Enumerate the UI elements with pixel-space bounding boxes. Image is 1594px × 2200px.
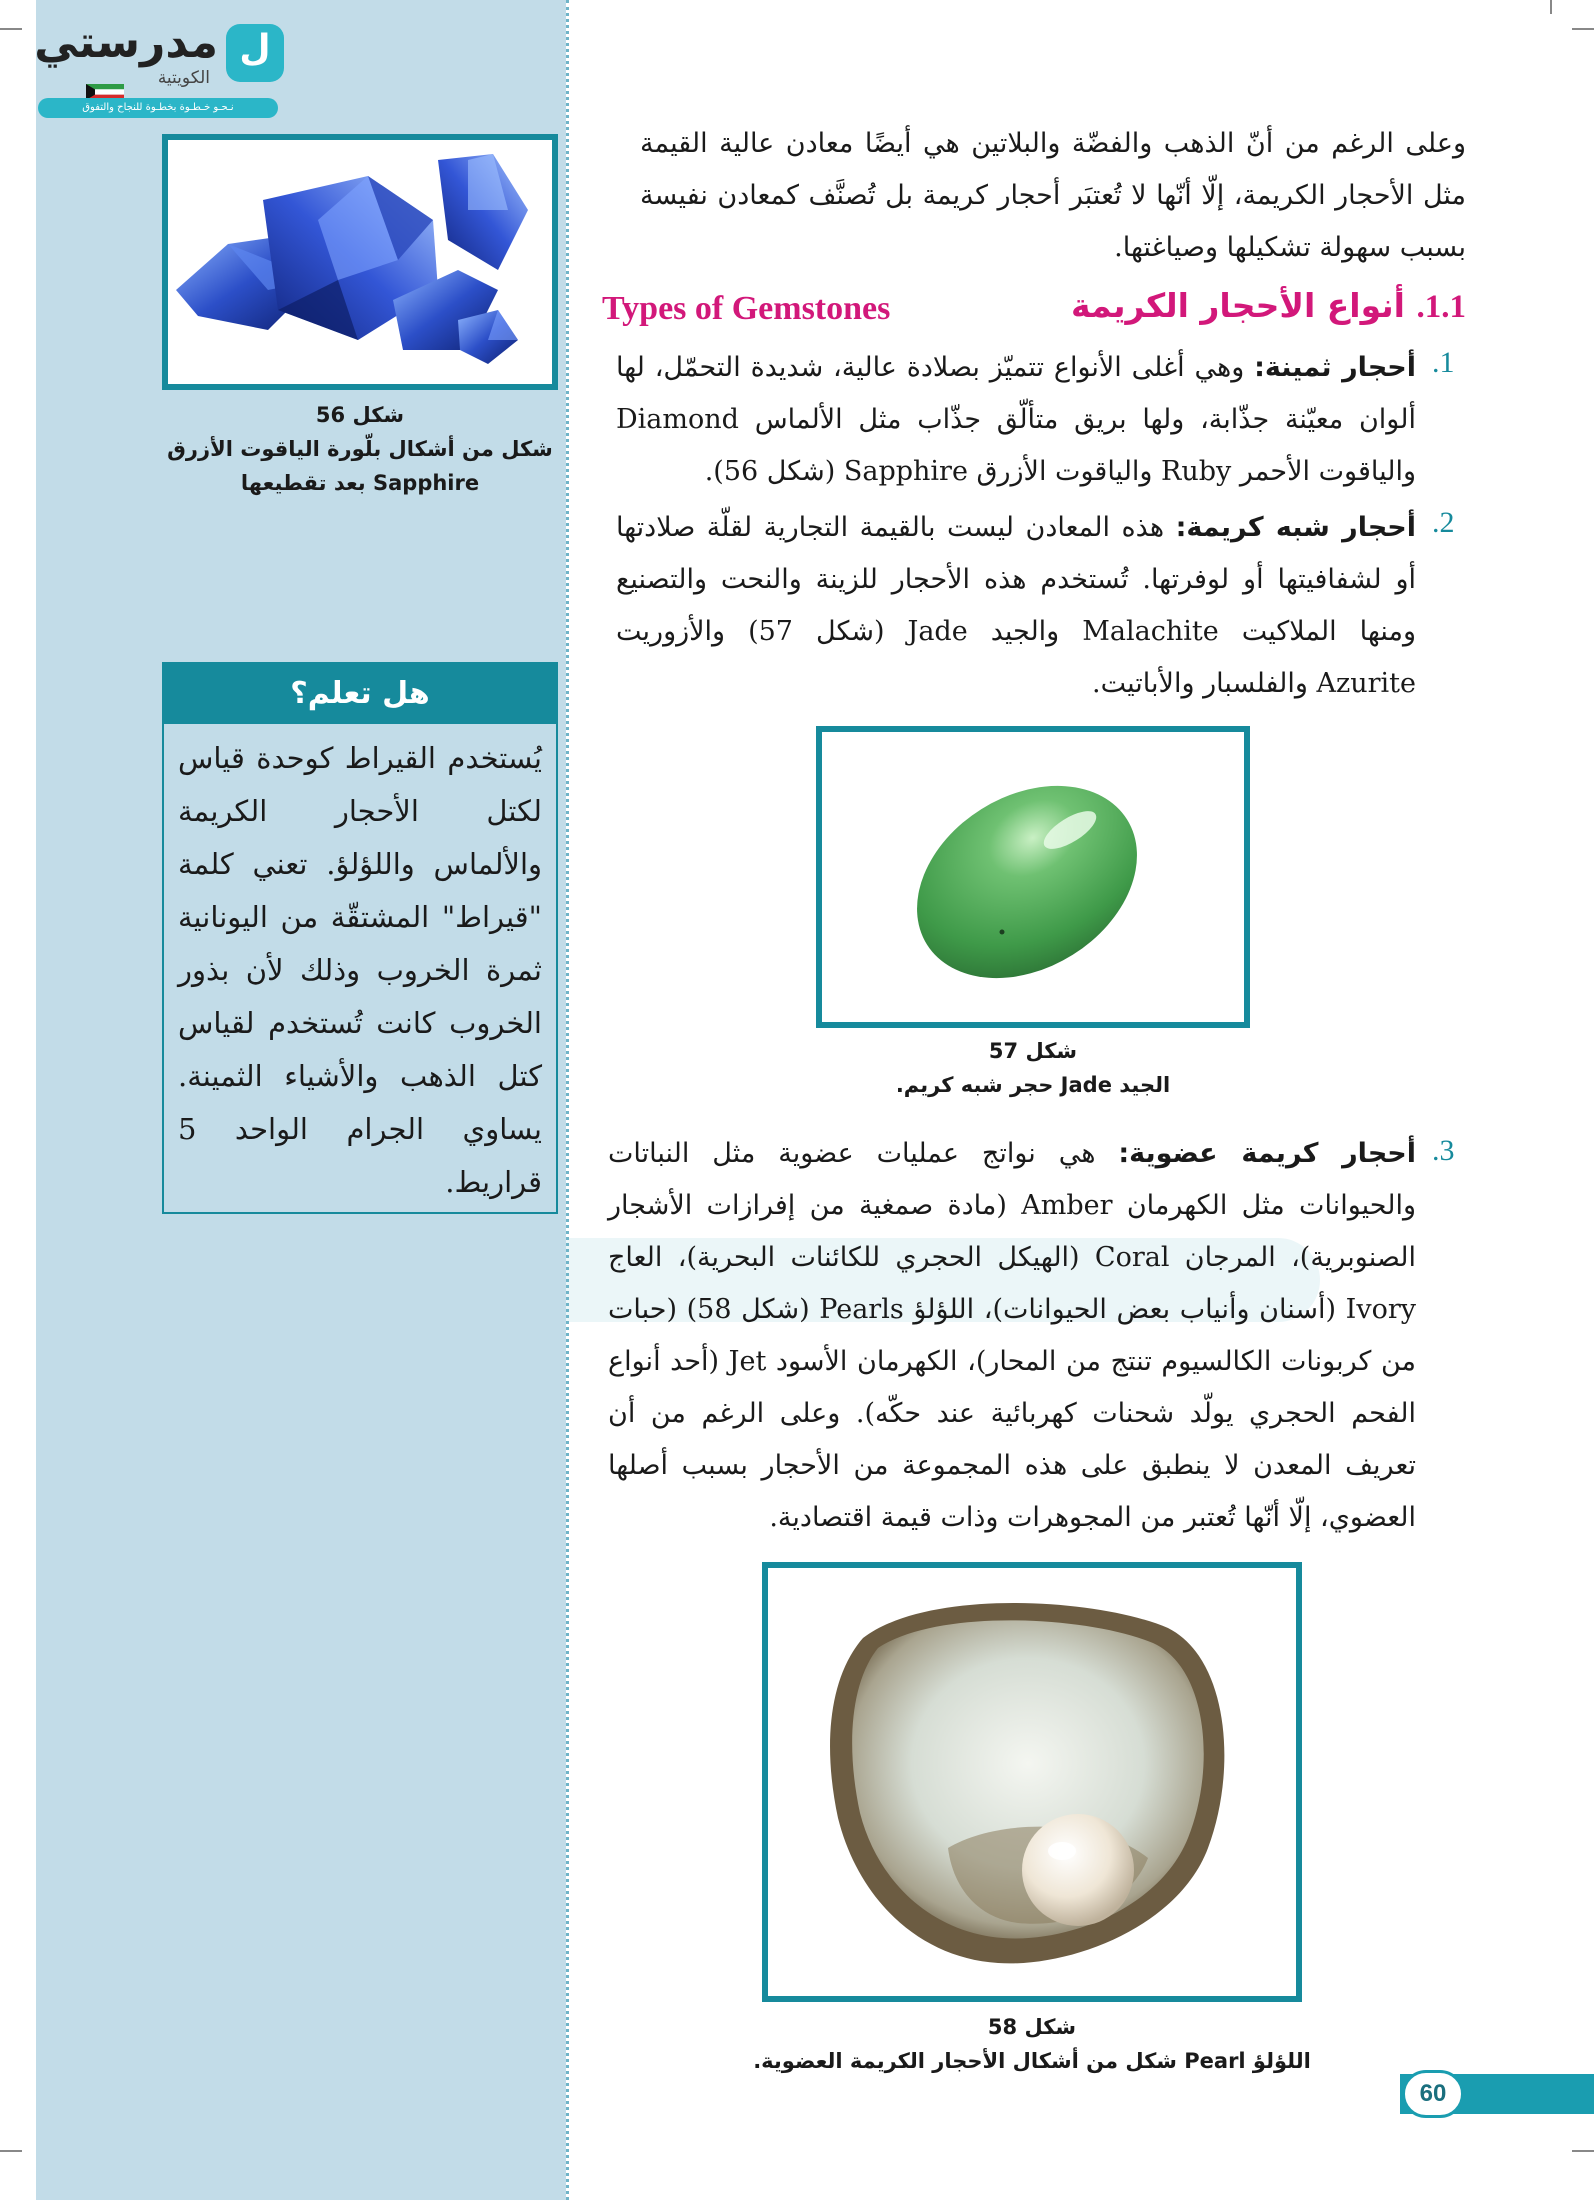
intro-paragraph: وعلى الرغم من أنّ الذهب والفضّة والبلاتين هي أيضًا معادن عالية القيمة مثل الأحجار الكريمة، إلّا أنّها لا تُعتبَر أحجار كريمة بل تُصنَّف كمعادن نفيسة بسبب سهولة تشكيلها وصياغتها. [640, 128, 1466, 263]
sapphire-gems-image [168, 140, 552, 384]
crop-mark [1572, 28, 1594, 30]
figure-57-caption [816, 1034, 1250, 1102]
item-2-body: هذه المعادن ليست بالقيمة التجارية لقلّة صلادتها أو لشفافيتها أو لوفرتها. تُستخدم هذه الأحجار للزينة والنحت والتصنيع ومنها الملاكيت Malachite والجيد Jade (شكل 57) والأزوريت Azurite والفلسبار والأباتيت. [616, 512, 1416, 699]
figure-58-caption-text: اللؤلؤ Pearl شكل من أشكال الأحجار الكريمة العضوية. [753, 2049, 1311, 2073]
logo-subtitle: الكويتية [157, 68, 210, 88]
did-you-know-title: هل تعلم؟ [164, 664, 556, 724]
figure-57-number: شكل 57 [988, 1039, 1078, 1063]
page-number: 60 [1402, 2070, 1464, 2118]
column-divider [566, 0, 569, 2200]
figure-56-caption-line1: شكل من أشكال بلّورة الياقوت الأزرق [167, 437, 553, 461]
figure-56-number: شكل 56 [315, 403, 405, 427]
item-3-body: هي نواتج عمليات عضوية مثل النباتات والحيوانات مثل الكهرمان Amber (مادة صمغية من إفرازات الأشجار الصنوبرية)، المرجان Coral (الهيكل الحجري للكائنات البحرية)، العاج Ivory (أسنان وأنياب بعض الحيوانات)، اللؤلؤ Pearls (شكل 58) (حبات من كربونات الكالسيوم تنتج من المحار)، الكهرمان الأسود Jet (أحد أنواع الفحم الحجري يولّد شحنات كهربائية عند حكّه). وعلى الرغم من أن تعريف المعدن لا ينطبق على هذه المجموعة من الأحجار بسبب أصلها العضوي، إلّا أنّها تُعتبر من المجوهرات وذات قيمة اقتصادية. [608, 1138, 1416, 1533]
item-3-number: .3 [1432, 1134, 1455, 1167]
section-heading-en: Types of Gemstones [602, 290, 891, 327]
item-1-label: أحجار ثمينة: [1254, 352, 1416, 383]
figure-58-image [762, 1562, 1302, 2002]
did-you-know-body: يُستخدم القيراط كوحدة قياس لكتل الأحجار الكريمة والألماس واللؤلؤ. تعني كلمة "قيراط" المشتقّة من اليونانية ثمرة الخروب وذلك لأن بذور الخروب كانت تُستخدم لقياس كتل الذهب والأشياء الثمينة. يساوي الجرام الواحد 5 قراريط. [178, 741, 542, 1199]
item-1-body: وهي أغلى الأنواع تتميّز بصلادة عالية، شديدة التحمّل، لها ألوان معيّنة جذّابة، ولها بريق متألّق جذّاب مثل الألماس Diamond والياقوت الأحمر Ruby والياقوت الأزرق Sapphire (شكل 56). [616, 352, 1416, 487]
item-2-text [616, 502, 1416, 710]
did-you-know-box [162, 662, 558, 1214]
section-title-ar: أنواع الأحجار الكريمة [1070, 286, 1405, 325]
item-1-text [616, 342, 1416, 498]
item-1-number: .1 [1432, 346, 1455, 379]
figure-57-image [816, 726, 1250, 1028]
jade-stone-image [822, 732, 1244, 1022]
logo [34, 17, 288, 118]
crop-mark [0, 28, 22, 30]
pearl-oyster-image [768, 1568, 1296, 1996]
logo-slogan: نـحـو خـطـوة بخطـوة للنجاح والتفوق [38, 98, 278, 118]
crop-mark [1572, 2150, 1594, 2152]
logo-badge-icon: ل [226, 24, 284, 82]
item-2-number: .2 [1432, 506, 1455, 539]
figure-56-image [162, 134, 558, 390]
figure-58-caption [700, 2010, 1364, 2078]
item-3-text [608, 1128, 1416, 1544]
figure-56-caption [162, 398, 558, 500]
section-heading-ar [1071, 286, 1466, 326]
figure-57-caption-text: الجيد Jade حجر شبه كريم. [895, 1073, 1171, 1097]
item-2-label: أحجار شبه كريمة: [1175, 512, 1417, 543]
logo-word: مدرستي [34, 17, 218, 68]
figure-58-number: شكل 58 [987, 2015, 1077, 2039]
crop-mark [0, 2150, 22, 2152]
crop-mark [1550, 0, 1552, 14]
item-3-label: أحجار كريمة عضوية: [1118, 1138, 1416, 1169]
figure-56-caption-line2: Sapphire بعد تقطيعها [240, 471, 480, 495]
section-number: 1.1. [1416, 289, 1466, 325]
